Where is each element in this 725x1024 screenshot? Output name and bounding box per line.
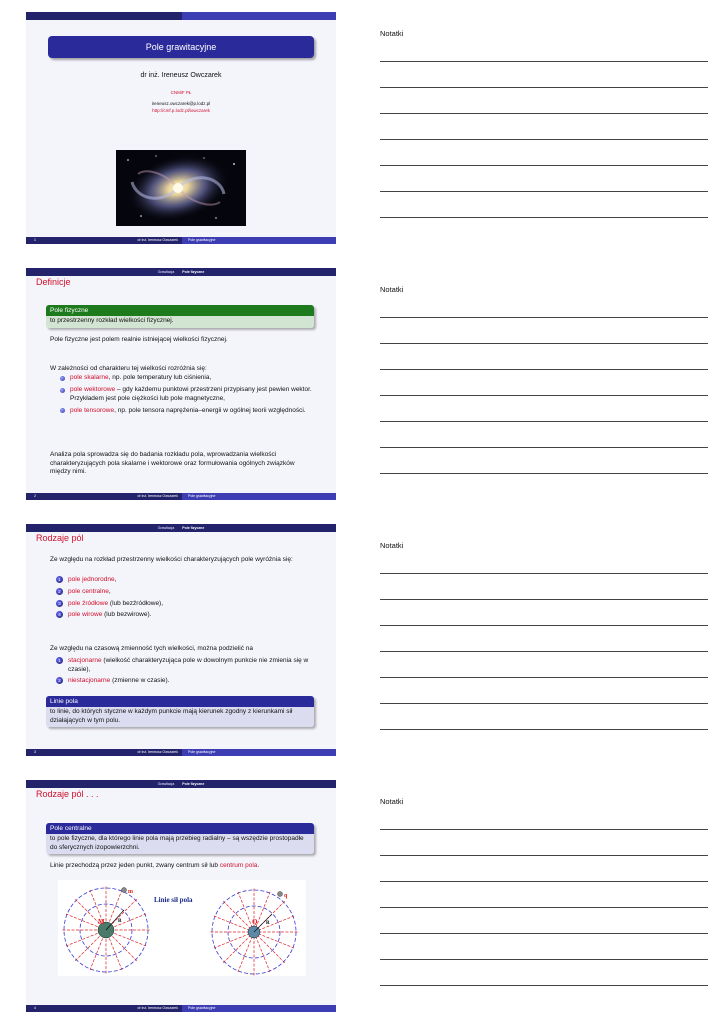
note-line (380, 395, 708, 396)
notes-label: Notatki (380, 29, 404, 38)
footer-title: Pole grawitacyjne (188, 238, 216, 242)
bullet-icon (60, 408, 65, 413)
slide-4 (26, 780, 336, 1012)
slide-number: 2 (34, 494, 36, 498)
term: stacjonarne (68, 657, 102, 664)
notes-label: Notatki (380, 797, 404, 806)
number-icon: 4 (56, 611, 63, 618)
paragraph: Pole fizyczne jest polem realnie istniejącej wielkości fizycznej. (50, 336, 228, 343)
list-item (50, 657, 312, 674)
nav-subsection[interactable]: Pole fizyczne (182, 526, 205, 530)
list-item (50, 600, 320, 609)
footer-title: Pole grawitacyjne (188, 494, 216, 498)
item-text: , np. pole temperatury lub ciśnienia, (108, 374, 212, 381)
list-item (52, 374, 314, 383)
note-line (380, 677, 708, 678)
block-body: to pole fizyczne, dla którego linie pola mają przebieg radialny – są wszędzie prostopadłe do sferycznych izopowierzchni. (46, 834, 314, 854)
number-icon: 1 (56, 576, 63, 583)
bullet-icon (60, 376, 65, 381)
institution: CNMiF PŁ (170, 90, 192, 95)
note-line (380, 881, 708, 882)
footer-author: dr inż. Ireneusz Owczarek (137, 238, 178, 242)
term: centrum pola (219, 862, 258, 869)
item-text: (wielkość charakteryzująca pole w dowolnym punkcie nie zmienia się w czasie), (68, 657, 309, 673)
nav-subsection[interactable]: Pole fizyczne (182, 270, 205, 274)
frame-title: Rodzaje pól . . . (36, 789, 99, 799)
text: . (257, 862, 260, 869)
note-line (380, 599, 708, 600)
nav-section[interactable]: Grawitacja (157, 526, 175, 530)
footer-author: dr inż. Ireneusz Owczarek (137, 494, 178, 498)
paragraph (50, 862, 320, 871)
paragraph: Ze względu na czasową zmienność tych wielkości, można podzielić na (50, 645, 254, 652)
slide-footer (26, 749, 336, 756)
term: pole tensorowe (70, 406, 115, 414)
notes-label: Notatki (380, 541, 404, 550)
frame-title: Definicje (36, 277, 71, 287)
note-line (380, 703, 708, 704)
term: pole wirowe (68, 611, 103, 619)
slide-2 (26, 268, 336, 500)
note-line (380, 855, 708, 856)
note-line (380, 573, 708, 574)
slide-footer (26, 237, 336, 244)
text: Linie przechodzą przez jeden punkt, zwany centrum sił lub (50, 862, 220, 869)
item-text: – gdy każdemu punktowi przestrzeni przypisany jest pewien wektor. Przykładem jest pole ciężkości lub pole magnetyczne, (70, 386, 312, 402)
nav-section[interactable]: Grawitacja (157, 270, 175, 274)
item-text: , (114, 576, 117, 583)
nav-section[interactable]: Grawitacja (157, 782, 175, 786)
note-line (380, 113, 708, 114)
slide-number: 3 (34, 750, 36, 754)
slide-1 (26, 12, 336, 244)
slide-number: 1 (34, 238, 36, 242)
note-line (380, 165, 708, 166)
label-R: R (266, 921, 270, 926)
note-line (380, 729, 708, 730)
gravitational-field-diagram (62, 886, 150, 974)
footer-author: dr inż. Ireneusz Owczarek (137, 1006, 178, 1010)
definition-block (46, 823, 314, 854)
term: niestacjonarne (68, 677, 111, 685)
paragraph: Ze względu na rozkład przestrzenny wielkości charakteryzujących pole wyróżnia się: (50, 556, 293, 563)
term: pole skalarne (70, 374, 109, 381)
slide-number: 4 (34, 1006, 36, 1010)
item-text: (lub bezwirowe). (102, 611, 152, 619)
slide-footer (26, 493, 336, 500)
term: pole wektorowe (70, 386, 116, 393)
note-line (380, 651, 708, 652)
field-lines-figure (58, 880, 306, 976)
block-body: to linie, do których styczne w każdym punkcie mają kierunek zgodny z kierunkami sił działających w tym polu. (46, 707, 314, 727)
note-line (380, 933, 708, 934)
frame-title: Rodzaje pól (36, 533, 84, 543)
paragraph: Analiza pola sprowadza się do badania rozkładu pola, wprowadzania wielkości charakteryzujących pola skalarne i wektorowe oraz formułowania ogólnych związków między nimi. (50, 451, 295, 475)
author-email[interactable]: ireneusz.owczarek@p.lodz.pl (151, 101, 211, 106)
author: dr inż. Ireneusz Owczarek (140, 72, 222, 79)
label-m: m (128, 889, 133, 895)
note-line (380, 191, 708, 192)
note-line (380, 907, 708, 908)
note-line (380, 447, 708, 448)
paragraph: W zależności od charakteru tej wielkości rozróżnia się: (50, 365, 207, 372)
list-item (52, 407, 314, 416)
note-line (380, 217, 708, 218)
list-item (52, 386, 314, 403)
term: pole centralne (68, 587, 109, 595)
list-item (50, 611, 320, 620)
slide-header-bar (26, 12, 336, 20)
note-line (380, 317, 708, 318)
block-body: to przestrzenny rozkład wielkości fizycznej. (46, 316, 314, 328)
block-title: Linie pola (46, 696, 314, 707)
nav-bar (26, 524, 336, 532)
nav-subsection[interactable]: Pole fizyczne (182, 782, 205, 786)
number-icon: 1 (56, 657, 63, 664)
note-line (380, 369, 708, 370)
item-text: , np. pole tensora naprężenia–energii w ogólnej teorii względności. (114, 406, 306, 414)
note-line (380, 985, 708, 986)
nav-bar (26, 268, 336, 276)
author-url[interactable]: http://cmf.p.lodz.pl/iowczarek (152, 108, 210, 113)
block-title: Pole fizyczne (46, 305, 314, 316)
list-item (50, 588, 320, 597)
label-R: R (118, 919, 122, 924)
term: pole źródłowe (68, 599, 109, 607)
note-line (380, 829, 708, 830)
note-line (380, 625, 708, 626)
item-text: (zmienne w czasie). (110, 677, 170, 685)
note-line (380, 61, 708, 62)
number-icon: 2 (56, 677, 63, 684)
note-line (380, 959, 708, 960)
title-box: Pole grawitacyjne (48, 36, 314, 58)
notes-label: Notatki (380, 285, 404, 294)
block-title: Pole centralne (46, 823, 314, 834)
figure-caption: Linie sił pola (154, 896, 193, 904)
definition-block (46, 696, 314, 727)
slide-3 (26, 524, 336, 756)
list-item (50, 576, 320, 585)
label-q: q (284, 893, 288, 899)
list-item (50, 677, 312, 686)
electric-field-diagram (210, 888, 298, 976)
note-line (380, 87, 708, 88)
label-M: M (98, 918, 105, 926)
item-text: (lub bezźródłowe), (108, 599, 164, 607)
temporal-types-list (50, 657, 312, 689)
note-line (380, 139, 708, 140)
galaxy-image (116, 150, 246, 226)
slide-footer (26, 1005, 336, 1012)
note-line (380, 343, 708, 344)
note-line (380, 473, 708, 474)
term: pole jednorodne (68, 576, 115, 583)
bullet-icon (60, 388, 65, 393)
footer-title: Pole grawitacyjne (188, 750, 216, 754)
footer-author: dr inż. Ireneusz Owczarek (137, 750, 178, 754)
spatial-types-list (50, 576, 320, 623)
number-icon: 2 (56, 588, 63, 595)
number-icon: 3 (56, 600, 63, 607)
nav-bar (26, 780, 336, 788)
label-Q: Q (252, 918, 258, 926)
note-line (380, 421, 708, 422)
field-types-list (52, 374, 314, 415)
item-text: , (108, 587, 111, 595)
footer-title: Pole grawitacyjne (188, 1006, 216, 1010)
definition-block (46, 305, 314, 328)
